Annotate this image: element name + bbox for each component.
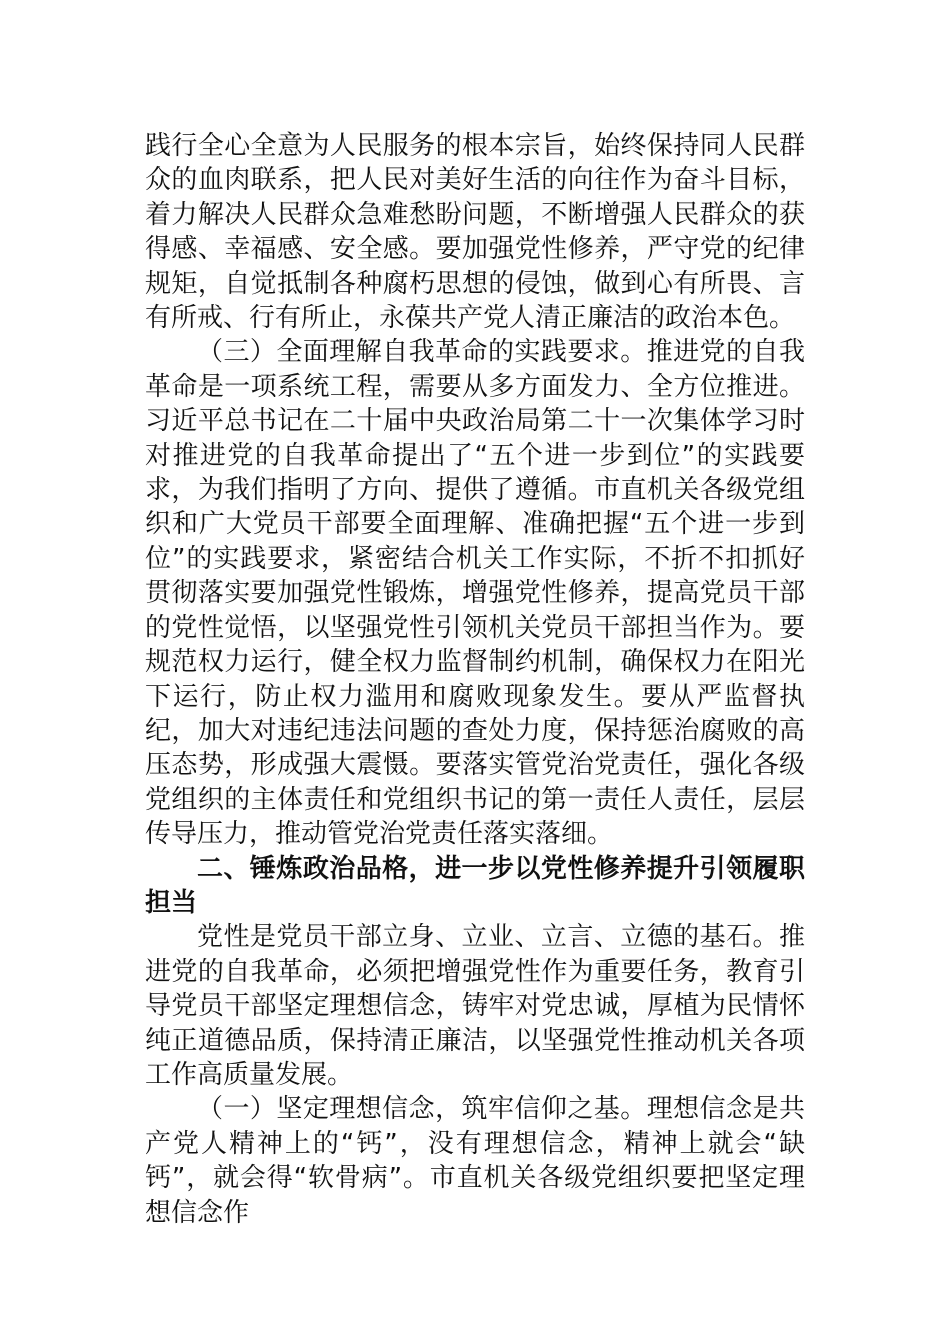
- section-heading-two: 二、锤炼政治品格，进一步以党性修养提升引领履职担当: [145, 853, 805, 918]
- document-body: [145, 129, 805, 1230]
- paragraph-party-spirit: 党性是党员干部立身、立业、立言、立德的基石。推进党的自我革命，必须把增强党性作为重要任务，教育引导党员干部坚定理想信念，铸牢对党忠诚，厚植为民情怀纯正道德品质，保持清正廉洁，以坚强党性推动机关各项工作高质量发展。: [145, 922, 805, 1090]
- paragraph-continuation: 践行全心全意为人民服务的根本宗旨，始终保持同人民群众的血肉联系，把人民对美好生活的向往作为奋斗目标，着力解决人民群众急难愁盼问题，不断增强人民群众的获得感、幸福感、安全感。要加强党性修养，严守党的纪律规矩，自觉抵制各种腐朽思想的侵蚀，做到心有所畏、言有所戒、行有所止，永葆共产党人清正廉洁的政治本色。: [145, 131, 805, 334]
- paragraph-section-one: （一）坚定理想信念，筑牢信仰之基。理想信念是共产党人精神上的“钙”，没有理想信念，精神上就会“缺钙”，就会得“软骨病”。市直机关各级党组织要把坚定理想信念作: [145, 1094, 805, 1228]
- paragraph-section-three: （三）全面理解自我革命的实践要求。推进党的自我革命是一项系统工程，需要从多方面发力、全方位推进。习近平总书记在二十届中央政治局第二十一次集体学习时对推进党的自我革命提出了“五个进一步到位”的实践要求，为我们指明了方向、提供了遵循。市直机关各级党组织和广大党员干部要全面理解、准确把握“五个进一步到位”的实践要求，紧密结合机关工作实际，不折不扣抓好贯彻落实要加强党性锻炼，增强党性修养，提高党员干部的党性觉悟，以坚强党性引领机关党员干部担当作为。要规范权力运行，健全权力监督制约机制，确保权力在阳光下运行，防止权力滥用和腐败现象发生。要从严监督执纪，加大对违纪违法问题的查处力度，保持惩治腐败的高压态势，形成强大震慑。要落实管党治党责任，强化各级党组织的主体责任和党组织书记的第一责任人责任，层层传导压力，推动管党治党责任落实落细。: [145, 337, 805, 850]
